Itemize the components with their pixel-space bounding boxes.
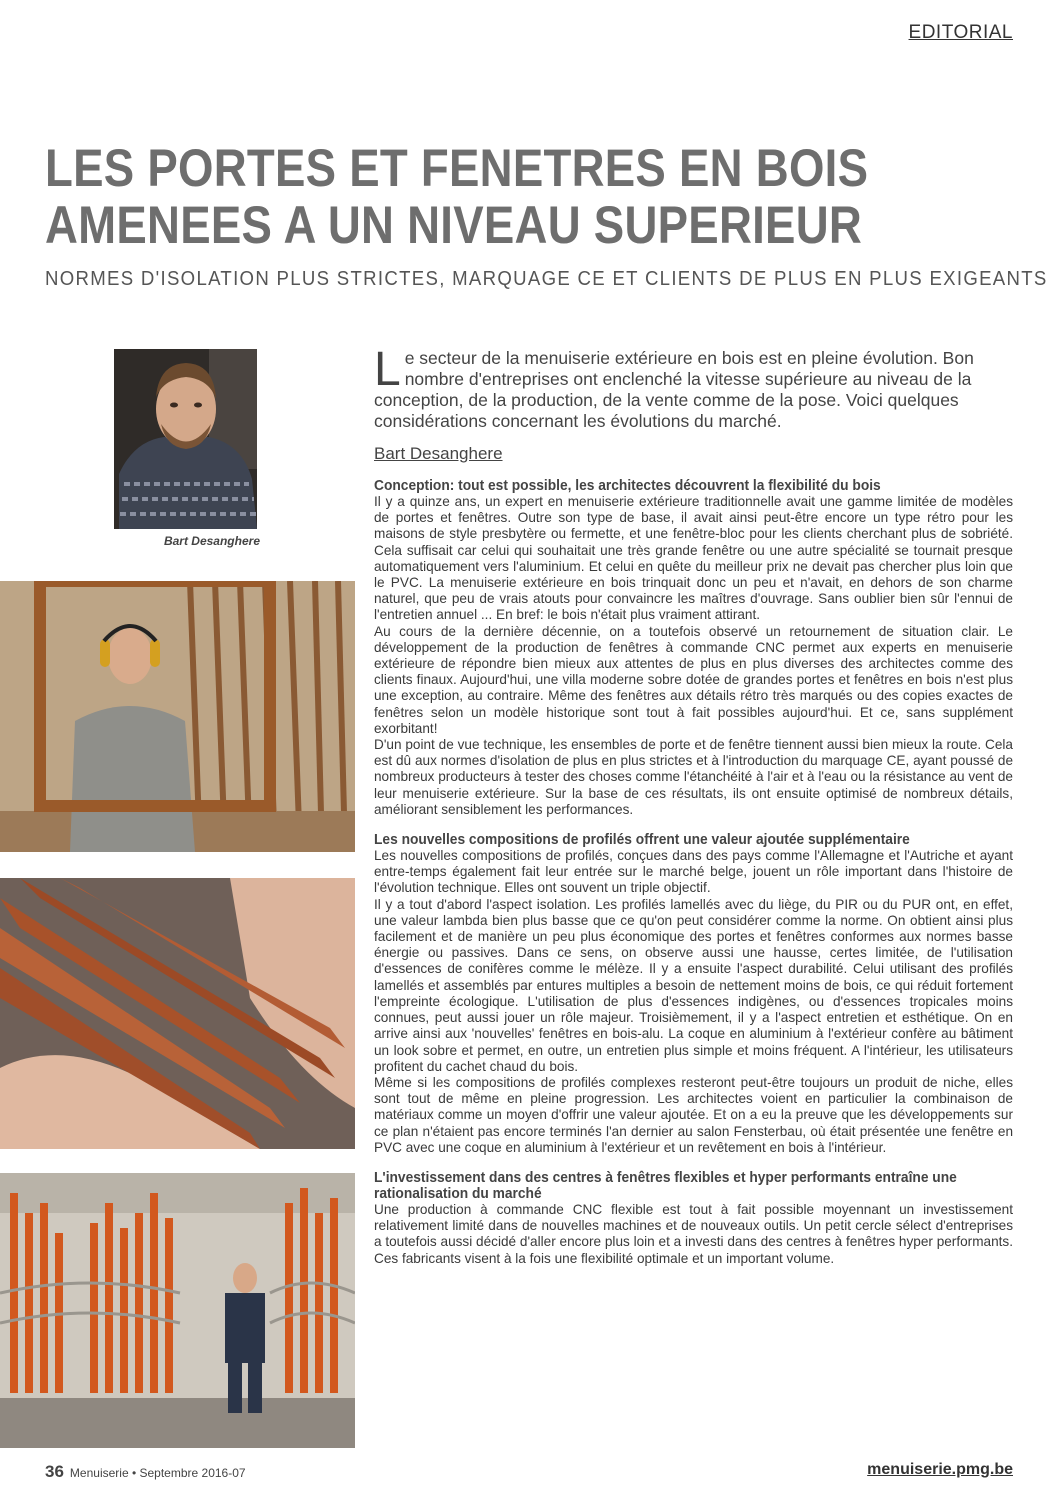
workshop-frame-photo: [0, 581, 355, 852]
page-title: [45, 140, 871, 254]
page-footer-left: [45, 1462, 246, 1482]
body-paragraph: Même si les compositions de profilés complexes resteront peut-être toujours un produit de niche, elles sont tout de même en pleine progression. Les architectes voient en particulier la combinaison de matériaux comme un moyen d'offrir une valeur ajoutée. Et on a eu la preuve que les développements sur ce plan n'étaient pas encore terminés l'an dernier au salon Fensterbau, où était présentée une fenêtre en PVC avec une coque en aluminium à l'extérieur et un revêtement en bois à l'intérieur.: [374, 1074, 1013, 1155]
title-line-2: AMENEES A UN NIVEAU SUPERIEUR: [45, 196, 863, 255]
wood-profiles-photo: [0, 878, 355, 1149]
body-paragraph: Au cours de la dernière décennie, on a toutefois observé un retournement de situation clair. Le développement de la production de fenêtres à commande CNC permet aux experts en menuiserie extérieure de répondre bien mieux aux attentes de plus en plus diverses des architectes comme des clients finaux. Aujourd'hui, une villa moderne sobre dotée de grandes portes et fenêtres en bois n'est plus une exception, au contraire. Même des fenêtres aux détails rétro très marqués ou des copies exactes de fenêtres selon un modèle historique sont tout à fait possibles aujourd'hui. Et ce, sans supplément exorbitant!: [374, 623, 1013, 736]
body-paragraph: Les nouvelles compositions de profilés, conçues dans des pays comme l'Allemagne et l'Autriche et ayant entre-temps également fait leur entrée sur le marché belge, jouent un rôle important dans l'histoire de l'évolution technique. Elles ont souvent un triple objectif.: [374, 848, 1013, 896]
body-paragraph: Une production à commande CNC flexible est tout à fait possible moyennant un investissement relativement limité dans de nouvelles machines et de nouveaux outils. Un petit cercle sélect d'entreprises a toutefois aussi décidé d'aller encore plus loin et a investi dans des centres à fenêtres hyper performants. Ces fabricants visent à la fois une flexibilité optimale et un important volume.: [374, 1201, 1013, 1266]
author-name: Bart Desanghere: [374, 444, 503, 463]
article-sections: [374, 478, 1013, 1267]
title-line-1: LES PORTES ET FENETRES EN BOIS: [45, 139, 869, 198]
workshop-frame-illustration: [0, 581, 355, 852]
article-intro: [374, 343, 1013, 432]
body-paragraph: Il y a tout d'abord l'aspect isolation. Les profilés lamellés avec du liège, du PIR ou du PUR ont, en effet, une valeur lambda bien plus basse que ce qu'on peut considérer comme la norme. On obtient ainsi plus facilement et de manière un peu plus économique des portes et fenêtres conformes aux normes basse énergie ou passives. Dans ce sens, on observe aussi une hausse, certes limitée, de l'utilisation d'essences de conifères comme le mélèze. Il y a ensuite l'aspect durabilité. Celui utilisant des profilés lamellés et assemblés par entures multiples a besoin de nettement moins de bois, ce qui réduit fortement l'empreinte écologique. L'utilisation de plus d'essences indigènes, ou d'essences tropicales moins connues, peut aussi jouer un rôle majeur. Troisièmement, il y a l'aspect entretien et esthétique. On en arrive ainsi aux 'nouvelles' fenêtres en bois-alu. La coque en aluminium à l'extérieur confère au bâtiment un look sobre et permet, en outre, un entretien plus simple et moins fréquent. A l'intérieur, les utilisateurs profitent du cachet chaud du bois.: [374, 896, 1013, 1074]
factory-racks-illustration: [0, 1173, 355, 1448]
section-heading: Conception: tout est possible, les architectes découvrent la flexibilité du bois: [374, 478, 881, 494]
portrait-illustration: [114, 349, 257, 529]
intro-text: e secteur de la menuiserie extérieure en bois est en pleine évolution. Bon nombre d'entreprises ont enclenché la vitesse supérieure au niveau de la conception, de la production, de la vente comme de la pose. Voici quelques considérations concernant les évolutions du marché.: [374, 348, 974, 431]
article-body: [374, 343, 1013, 1267]
section-heading: Les nouvelles compositions de profilés offrent une valeur ajoutée supplémentaire: [374, 832, 910, 849]
wood-profiles-illustration: [0, 878, 355, 1149]
body-paragraph: Il y a quinze ans, un expert en menuiserie extérieure traditionnelle avait une gamme limitée de modèles de portes et fenêtres. Outre son type de base, il avait ainsi peut-être encore un type rétro pour les maisons de style presbytère ou fermette, et une fenêtre-bloc pour les clients cherchant plus de sobriété. Cela suffisait car celui qui souhaitait une très grande fenêtre ou une autre spécialité se tournait presque automatiquement vers l'aluminium. Et celui en quête du meilleur prix ne devait pas chercher plus loin que le PVC. La menuiserie extérieure en bois trinquait donc un peu et n'avait, en dehors de son charme naturel, que peu de vrais atouts pour convaincre les maîtres d'ouvrage. Sans oublier bien sûr l'ennui de l'entretien annuel ... En bref: le bois n'était plus vraiment attirant.: [374, 494, 1013, 623]
section-label: EDITORIAL: [908, 22, 1013, 43]
drop-cap: L: [374, 343, 401, 396]
portrait-caption: Bart Desanghere: [163, 534, 260, 548]
body-paragraph: D'un point de vue technique, les ensembles de porte et de fenêtre tiennent aussi bien mieux la route. Cela est dû aux normes d'isolation de plus en plus strictes et à l'introduction du marquage CE, ayant poussé de nombreux producteurs à tester des choses comme l'étanchéité à l'air et à l'eau ou la résistance au vent de leur menuiserie extérieure. Sur la base de ces résultats, ils ont ensuite optimisé de nombreux détails, améliorant sensiblement les performances.: [374, 737, 1013, 817]
page-subtitle: NORMES D'ISOLATION PLUS STRICTES, MARQUAGE CE ET CLIENTS DE PLUS EN PLUS EXIGEANTS: [45, 268, 1048, 290]
section-heading: L'investissement dans des centres à fenêtres flexibles et hyper performants entraîne une rationalisation du marché: [374, 1169, 957, 1202]
page-number: 36: [45, 1462, 64, 1481]
factory-racks-photo: [0, 1173, 355, 1448]
publication-info: Menuiserie • Septembre 2016-07: [69, 1466, 246, 1480]
author-portrait-photo: [114, 349, 257, 529]
website-link[interactable]: menuiserie.pmg.be: [867, 1461, 1013, 1478]
